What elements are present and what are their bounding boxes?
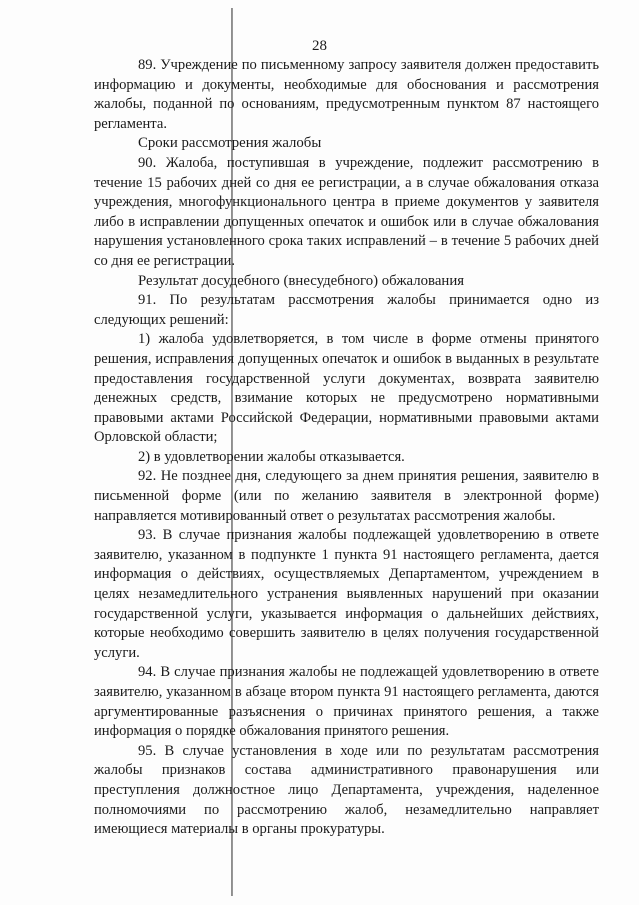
section-heading-result: Результат досудебного (внесудебного) обжалования	[138, 272, 465, 289]
paragraph-91-item-1: 1) жалоба удовлетворяется, в том числе в форме отмены принятого решения, исправления допущенных опечаток и ошибок в выданных в результате предоставления государственной услуги документах, возврата заявителю денежных средств, взимание которых не предусмотрено нормативными правовыми актами Российской Федерации, нормативными правовыми актами Орловской области;	[94, 331, 599, 446]
document-body	[94, 56, 599, 840]
paragraph-93: 93. В случае признания жалобы подлежащей удовлетворению в ответе заявителю, указанном в подпункте 1 пункта 91 настоящего регламента, дается информация о действиях, осуществляемых Департаментом, учреждением в целях незамедлительного устранения выявленных нарушений при оказании государственной услуги, указывается информация о дальнейших действиях, которые необходимо совершить заявителю в целях получения государственной услуги.	[94, 527, 599, 661]
paragraph-90: 90. Жалоба, поступившая в учреждение, подлежит рассмотрению в течение 15 рабочих дней со дня ее регистрации, а в случае обжалования отказа учреждения, многофункционального центра в приеме документов у заявителя либо в исправлении допущенных опечаток и ошибок или в случае обжалования нарушения установленного срока таких исправлений – в течение 5 рабочих дней со дня ее регистрации.	[94, 154, 599, 269]
paragraph-91-item-2: 2) в удовлетворении жалобы отказывается.	[138, 448, 405, 465]
section-heading-terms: Сроки рассмотрения жалобы	[138, 135, 322, 152]
paragraph-92: 92. Не позднее дня, следующего за днем принятия решения, заявителю в письменной форме (или по желанию заявителя в электронной форме) направляется мотивированный ответ о результатах рассмотрения жалобы.	[94, 468, 599, 524]
page-number: 28	[312, 38, 327, 54]
paragraph-91: 91. По результатам рассмотрения жалобы принимается одно из следующих решений:	[94, 292, 599, 328]
paragraph-89: 89. Учреждение по письменному запросу заявителя должен предоставить информацию и документы, необходимые для обоснования и рассмотрения жалобы, поданной по основаниям, предусмотренным пунктом 87 настоящего регламента.	[94, 57, 599, 132]
paragraph-94: 94. В случае признания жалобы не подлежащей удовлетворению в ответе заявителю, указанном в абзаце втором пункта 91 настоящего регламента, даются аргументированные разъяснения о причинах принятого решения, а также информация о порядке обжалования принятого решения.	[94, 664, 599, 740]
paragraph-95: 95. В случае установления в ходе или по результатам рассмотрения жалобы признаков состава административного правонарушения или преступления должностное лицо Департамента, учреждения, наделенное полномочиями по рассмотрению жалоб, незамедлительно направляет имеющиеся материалы в органы прокуратуры.	[94, 742, 599, 838]
